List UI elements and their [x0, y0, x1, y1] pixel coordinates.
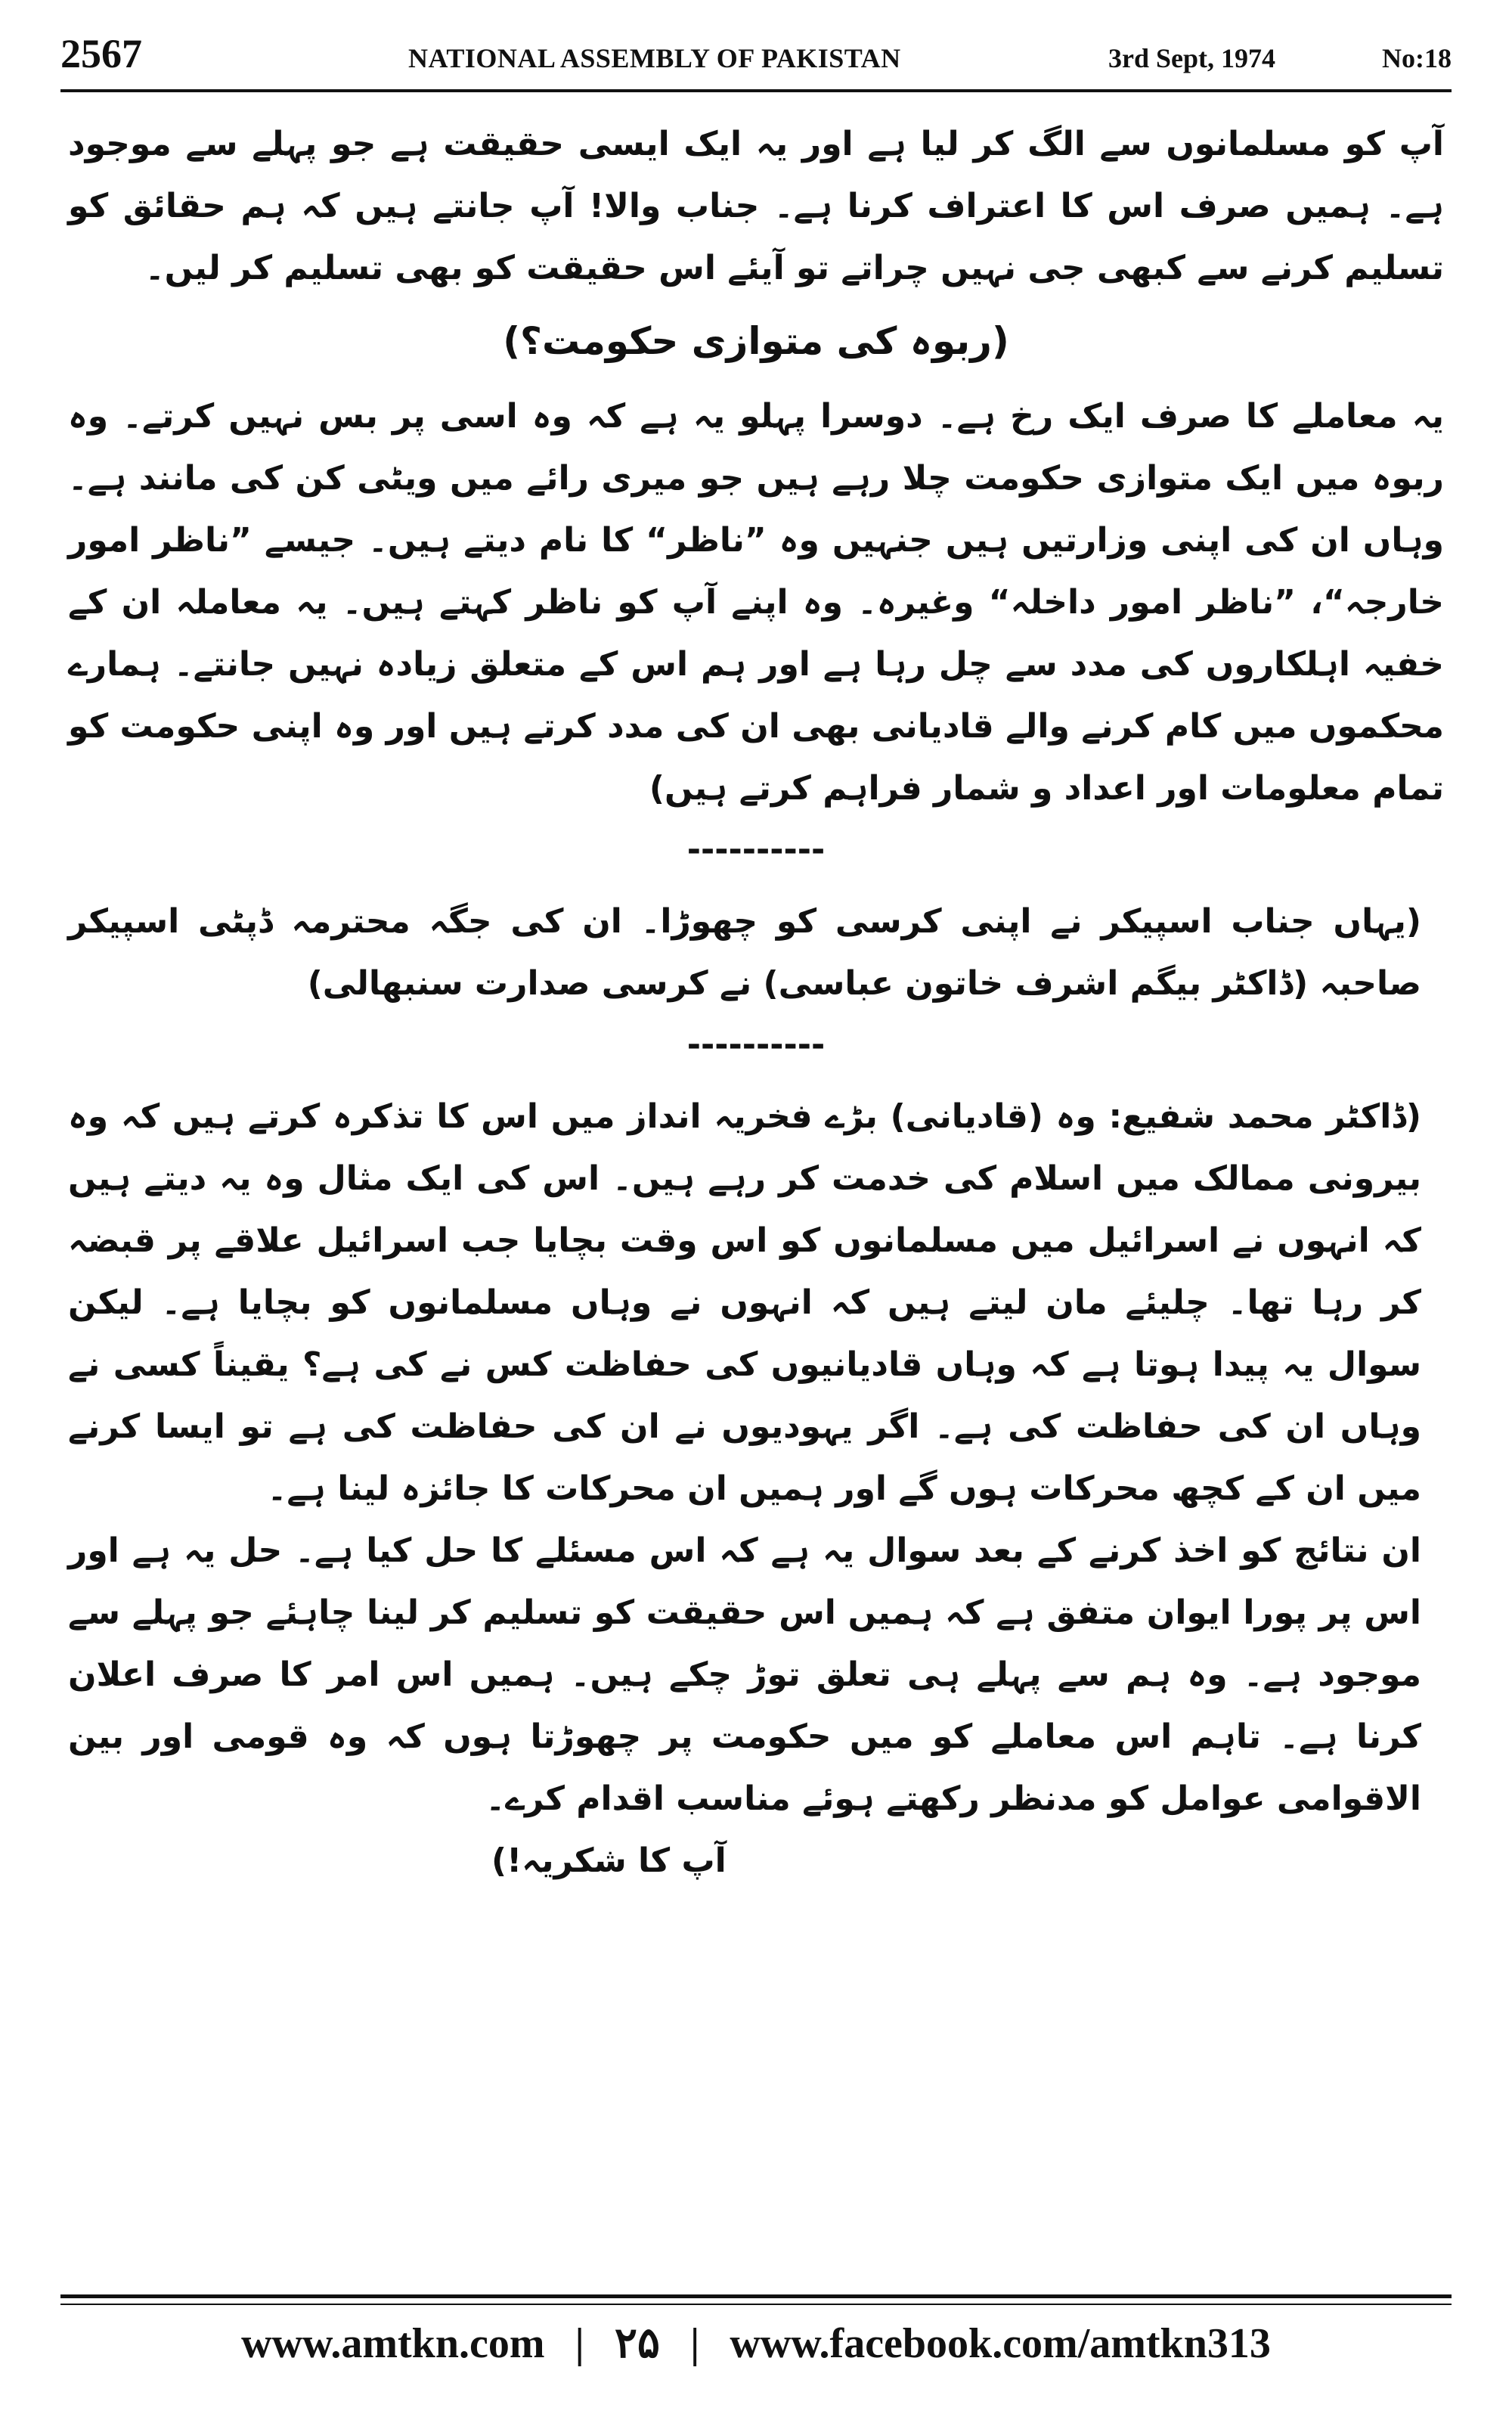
paragraph-3: وہ (قادیانی) بڑے فخریہ انداز میں اس کا تذکرہ کرتے ہیں کہ وہ بیرونی ممالک میں اسلام کی خدمت کر رہے ہیں۔ اس کی ایک مثال وہ یہ دیتے ہیں کہ انہوں نے اسرائیل میں مسلمانوں کو اس وقت بچایا جب اسرائیل علاقے پر قبضہ کر رہا تھا۔ چلیئے مان لیتے ہیں کہ انہوں نے وہاں مسلمانوں کو بچایا ہے۔ لیکن سوال یہ پیدا ہوتا ہے کہ وہاں قادیانیوں کی حفاظت کس نے کی ہے؟ یقیناً کسی نے وہاں ان کی حفاظت کی ہے۔ اگر یہودیوں نے ان کی حفاظت کی ہے تو ایسا کرنے میں ان کے کچھ محرکات ہوں گے اور ہمیں ان محرکات کا جائزہ لینا ہے۔ [68, 1097, 1421, 1508]
separator-2: ---------- [686, 1025, 826, 1064]
footer-page-number: ۲۵ [614, 2320, 660, 2367]
paragraph-4: ان نتائج کو اخذ کرنے کے بعد سوال یہ ہے کہ اس مسئلے کا حل کیا ہے۔ حل یہ ہے اور اس پر پورا ایوان متفق ہے کہ ہمیں اس حقیقت کو تسلیم کر لینا چاہئے جو پہلے سے موجود ہے۔ وہ ہم سے پہلے ہی تعلق توڑ چکے ہیں۔ ہمیں اس امر کا صرف اعلان کرنا ہے۔ تاہم اس معاملے کو میں حکومت پر چھوڑتا ہوں کہ وہ قومی اور بین الاقوامی عوامل کو مدنظر رکھتے ہوئے مناسب اقدام کرے۔ [68, 1531, 1421, 1818]
speech-paragraph [68, 1086, 1444, 1520]
paragraph-2: یہ معاملے کا صرف ایک رخ ہے۔ دوسرا پہلو یہ ہے کہ وہ اسی پر بس نہیں کرتے۔ وہ ربوہ میں ایک متوازی حکومت چلا رہے ہیں جو میری رائے میں ویٹی کن کی مانند ہے۔ وہاں ان کی اپنی وزارتیں ہیں جنہیں وہ ”ناظر“ کا نام دیتے ہیں۔ جیسے ”ناظر امور خارجہ“، ”ناظر امور داخلہ“ وغیرہ۔ وہ اپنے آپ کو ناظر کہتے ہیں۔ یہ معاملہ ان کے خفیہ اہلکاروں کی مدد سے چل رہا ہے اور ہم اس کے متعلق زیادہ نہیں جانتے۔ ہمارے محکموں میں کام کرنے والے قادیانی بھی ان کی مدد کرتے ہیں اور وہ اپنی حکومت کو تمام معلومات اور اعداد و شمار فراہم کرتے ہیں) [68, 397, 1445, 808]
page-header [60, 26, 1452, 86]
header-rule [60, 89, 1452, 92]
closing-thanks: آپ کا شکریہ!) [491, 1841, 727, 1880]
chair-note: (یہاں جناب اسپیکر نے اپنی کرسی کو چھوڑا۔ ان کی جگہ محترمہ ڈپٹی اسپیکر صاحبہ (ڈاکٹر بیگم اشرف خاتون عباسی) نے کرسی صدارت سنبھالی) [68, 902, 1421, 1003]
facebook-link[interactable]: www.facebook.com/amtkn313 [730, 2320, 1271, 2367]
speaker-name: (ڈاکٹر محمد شفیع: [1108, 1097, 1421, 1136]
page-footer [60, 2319, 1452, 2379]
website-link[interactable]: www.amtkn.com [241, 2320, 545, 2367]
issue-number: No:18 [1382, 43, 1452, 73]
footer-rule-thin [60, 2304, 1452, 2305]
footer-divider-1: | [575, 2320, 584, 2367]
session-date: 3rd Sept, 1974 [1108, 43, 1276, 73]
document-body [68, 113, 1444, 1892]
page-number: 2567 [60, 31, 142, 76]
document-title: NATIONAL ASSEMBLY OF PAKISTAN [408, 43, 901, 73]
separator-1: ---------- [686, 830, 826, 869]
paragraph-1: آپ کو مسلمانوں سے الگ کر لیا ہے اور یہ ایک ایسی حقیقت ہے جو پہلے سے موجود ہے۔ ہمیں صرف اس کا اعتراف کرنا ہے۔ جناب والا! آپ جانتے ہیں کہ ہم حقائق کو تسلیم کرنے سے کبھی جی نہیں چراتے تو آیئے اس حقیقت کو بھی تسلیم کر لیں۔ [68, 125, 1444, 287]
footer-rule-thick [60, 2294, 1452, 2298]
section-heading: (ربوہ کی متوازی حکومت؟) [503, 319, 1009, 363]
footer-divider-2: | [689, 2320, 700, 2367]
